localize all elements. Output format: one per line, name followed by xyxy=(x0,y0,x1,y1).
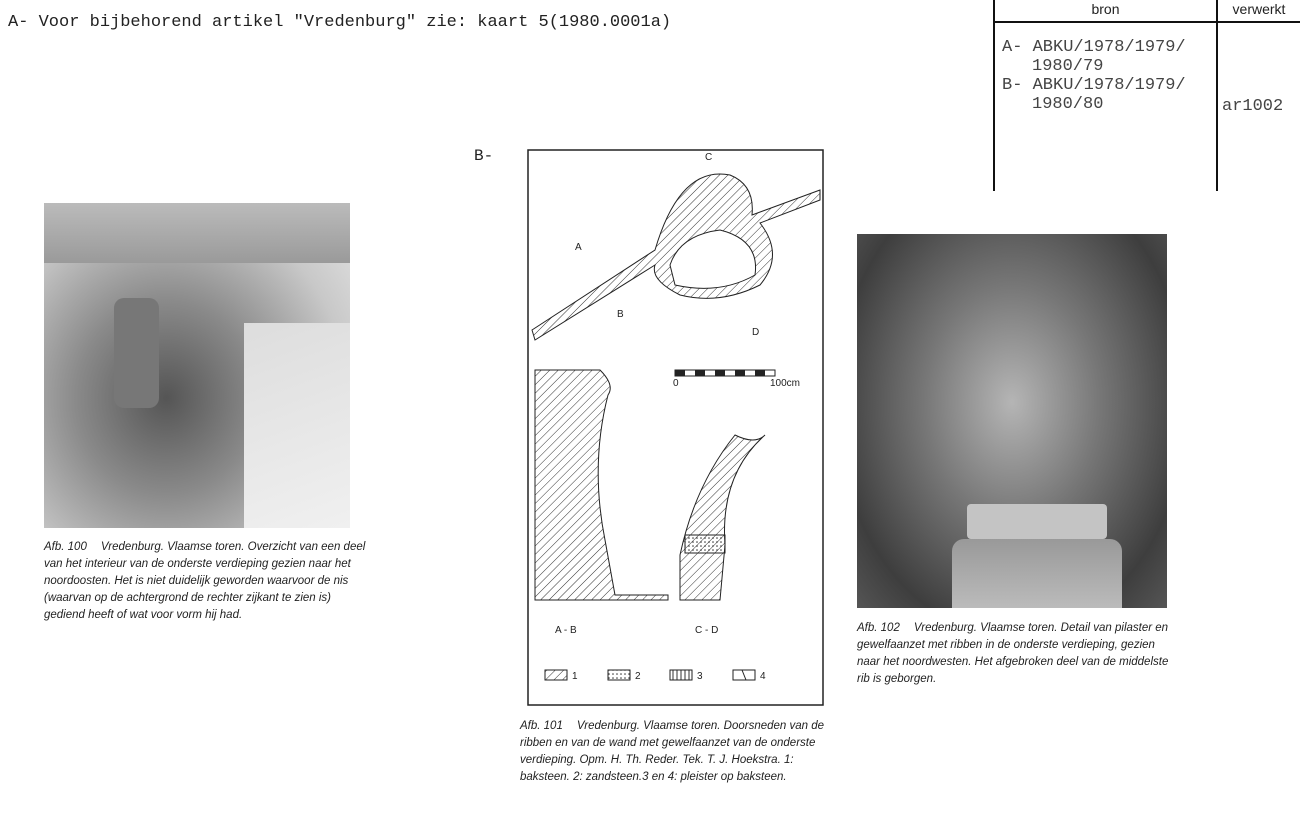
caption-afb-101: Afb. 101 Vredenburg. Vlaamse toren. Doorsneden van de ribben en van de wand met gewelfaanzet van de onderste verdieping. Opm. H. Th. Reder. Tek. T. J. Hoekstra. 1: baksteen. 2: zandsteen.3 en 4: pleister op baksteen. xyxy=(520,720,825,783)
label-d: D xyxy=(752,327,760,338)
verwerkt-value: ar1002 xyxy=(1222,97,1284,116)
column-header-bron: bron xyxy=(1091,1,1120,17)
label-a: A xyxy=(575,242,582,253)
label-c: C xyxy=(705,152,713,163)
section-label-c-d: C - D xyxy=(695,625,719,636)
table-divider xyxy=(993,21,1300,23)
scale-start: 0 xyxy=(673,378,679,389)
section-b-label: B- xyxy=(474,147,494,165)
photo-afb-100 xyxy=(44,203,350,528)
photo-afb-102 xyxy=(857,234,1167,608)
label-b: B xyxy=(617,309,624,320)
scale-bar xyxy=(675,370,775,376)
legend xyxy=(545,670,766,682)
section-label-a-b: A - B xyxy=(555,625,577,636)
header-reference: A- Voor bijbehorend artikel "Vredenburg" zie: kaart 5(1980.0001a) xyxy=(8,13,672,32)
svg-text:4: 4 xyxy=(760,671,766,682)
section-a-b xyxy=(535,370,668,600)
caption-afb-100: Afb. 100 Vredenburg. Vlaamse toren. Overzicht van een deel van het interieur van de onderste verdieping gezien naar het noordoosten. Het is niet duidelijk geworden waarvoor de nis (waarvan op de achtergrond de rechter zijkant te zien is) gediend heeft of wat voor vorm hij had. xyxy=(44,541,366,621)
source-b: B- ABKU/1978/1979/ 1980/80 xyxy=(1002,76,1186,114)
table-divider xyxy=(993,0,995,191)
svg-text:1: 1 xyxy=(572,671,578,682)
section-c-d xyxy=(680,435,765,600)
sandstone-block xyxy=(685,535,725,553)
svg-text:2: 2 xyxy=(635,671,641,682)
section-drawing xyxy=(520,145,830,710)
table-divider xyxy=(1216,0,1218,191)
svg-text:3: 3 xyxy=(697,671,703,682)
caption-afb-102: Afb. 102 Vredenburg. Vlaamse toren. Detail van pilaster en gewelfaanzet met ribben in de onderste verdieping, gezien naar het noordwesten. Het afgebroken deel van de middelste rib is geborgen. xyxy=(857,622,1169,685)
scale-end: 100cm xyxy=(770,378,801,389)
column-header-verwerkt: verwerkt xyxy=(1232,1,1286,17)
source-a: A- ABKU/1978/1979/ 1980/79 xyxy=(1002,38,1186,76)
